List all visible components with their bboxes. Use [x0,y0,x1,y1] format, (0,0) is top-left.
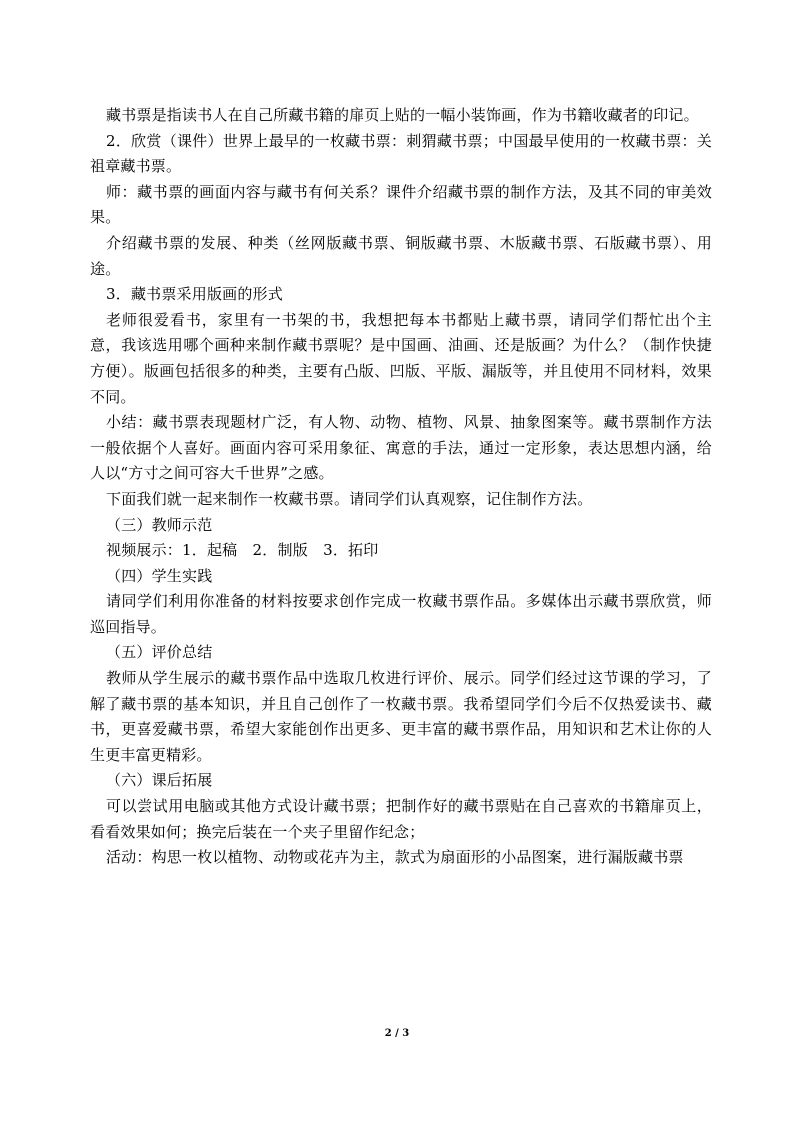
paragraph-summary: 小结：藏书票表现题材广泛，有人物、动物、植物、风景、抽象图案等。藏书票制作方法一般依据个人喜好。画面内容可采用象征、寓意的手法，通过一定形象，表达思想内涵，给人以“方寸之间可容大千世界”之感。 [90,413,712,483]
paragraph-appreciation: 2．欣赏（课件）世界上最早的一枚藏书票：刺猬藏书票；中国最早使用的一枚藏书票：关祖章藏书票。 [90,131,712,176]
paragraph-types: 介绍藏书票的发展、种类（丝网版藏书票、铜版藏书票、木版藏书票、石版藏书票）、用途。 [90,233,712,278]
heading-extension: （六）课后拓展 [106,771,213,790]
heading-teacher-demo: （三）教师示范 [106,515,213,534]
paragraph-teacher-question: 师：藏书票的画面内容与藏书有何关系？课件介绍藏书票的制作方法，及其不同的审美效果。 [90,182,712,227]
paragraph-extension: 可以尝试用电脑或其他方式设计藏书票；把制作好的藏书票贴在自己喜欢的书籍扉页上，看看效果如何；换完后装在一个夹子里留作纪念； [90,797,712,841]
paragraph-evaluation: 教师从学生展示的藏书票作品中选取几枚进行评价、展示。同学们经过这节课的学习，了解了藏书票的基本知识，并且自己创作了一枚藏书票。我希望同学们今后不仅热爱读书、藏书，更喜爱藏书票，希望大家能创作出更多、更丰富的藏书票作品，用知识和艺术让你的人生更丰富更精彩。 [90,669,712,764]
paragraph-definition: 藏书票是指读书人在自己所藏书籍的扉页上贴的一幅小装饰画，作为书籍收藏者的印记。 [106,106,699,124]
heading-student-practice: （四）学生实践 [106,566,213,585]
heading-evaluation: （五）评价总结 [106,643,213,662]
paragraph-lets-make: 下面我们就一起来制作一枚藏书票。请同学们认真观察，记住制作方法。 [106,489,593,508]
paragraph-video-steps: 视频展示：1．起稿 2．制版 3．拓印 [106,541,379,560]
paragraph-activity: 活动：构思一枚以植物、动物或花卉为主，款式为扇面形的小品图案，进行漏版藏书票 [106,848,684,867]
paragraph-practice: 请同学们利用你准备的材料按要求创作完成一枚藏书票作品。多媒体出示藏书票欣赏，师巡回指导。 [90,592,712,636]
heading-printmaking-form: 3．藏书票采用版画的形式 [106,285,283,304]
document-body [90,103,712,871]
page-number: 2 / 3 [384,1028,410,1039]
paragraph-teacher-story: 老师很爱看书，家里有一书架的书，我想把每本书都贴上藏书票，请同学们帮忙出个主意，我该选用哪个画种来制作藏书票呢？是中国画、油画、还是版画？为什么？（制作快捷方便）。版画包括很多的种类，主要有凸版、凹版、平版、漏版等，并且使用不同材料，效果不同。 [90,310,712,406]
